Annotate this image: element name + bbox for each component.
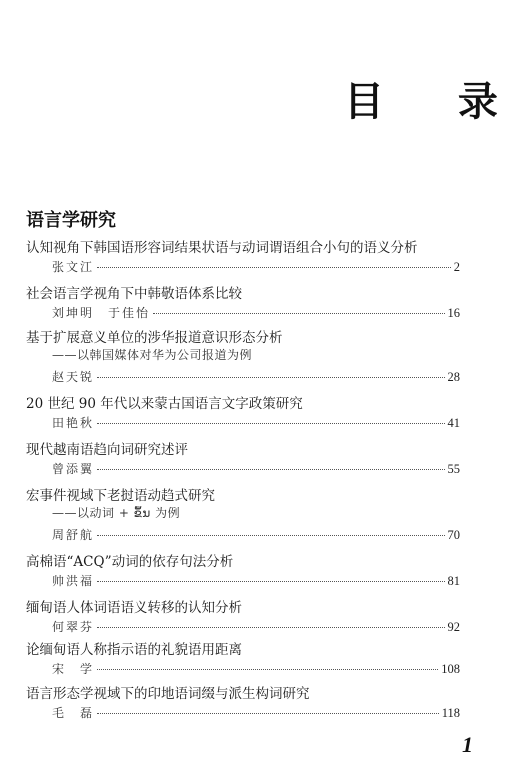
leader-dots: [97, 669, 438, 670]
toc-entry-page[interactable]: 28: [447, 370, 460, 384]
toc-entry-author: 毛 磊: [52, 706, 95, 720]
toc-entry-page[interactable]: 16: [447, 306, 460, 320]
toc-entry-author-row: [52, 572, 460, 588]
toc-entry-page[interactable]: 81: [447, 574, 460, 588]
toc-entry-page[interactable]: 41: [447, 416, 460, 430]
toc-entry-author: 赵天锐: [52, 370, 95, 384]
toc-entry-page[interactable]: 118: [441, 706, 460, 720]
toc-entry-page[interactable]: 55: [447, 462, 460, 476]
page-number: 1: [462, 732, 473, 757]
toc-entry-title[interactable]: 认知视角下韩国语形容词结果状语与动词谓语组合小句的语义分析: [26, 240, 418, 256]
section-heading: 语言学研究: [26, 210, 116, 231]
leader-dots: [97, 469, 444, 470]
toc-entry-author-row: [52, 368, 460, 384]
toc-entry-author: 宋 学: [52, 662, 95, 676]
leader-dots: [97, 581, 444, 582]
toc-entry-page[interactable]: 2: [453, 260, 460, 274]
toc-entry-title[interactable]: 社会语言学视角下中韩敬语体系比较: [26, 286, 242, 302]
leader-dots: [97, 535, 444, 536]
toc-entry-author: 曾添翼: [52, 462, 95, 476]
leader-dots: [97, 377, 444, 378]
toc-entry-author-row: [52, 704, 460, 720]
toc-entry-author-row: [52, 526, 460, 542]
toc-entry-page[interactable]: 92: [447, 620, 460, 634]
toc-entry-title[interactable]: 现代越南语趋向词研究述评: [26, 442, 188, 458]
toc-entry-author-row: [52, 414, 460, 430]
toc-entry-title[interactable]: 论缅甸语人称指示语的礼貌语用距离: [26, 642, 242, 658]
leader-dots: [97, 423, 444, 424]
toc-entry-subtitle: ——以韩国媒体对华为公司报道为例: [52, 348, 253, 362]
leader-dots: [97, 627, 444, 628]
toc-entry-author-row: [52, 258, 460, 274]
toc-entry-title[interactable]: 缅甸语人体词语语义转移的认知分析: [26, 600, 242, 616]
toc-entry-title[interactable]: 基于扩展意义单位的涉华报道意识形态分析: [26, 330, 283, 346]
toc-entry-author: 周舒航: [52, 528, 95, 542]
toc-entry-author: 刘坤明 于佳怡: [52, 306, 151, 320]
leader-dots: [97, 267, 451, 268]
toc-entry-title[interactable]: 语言形态学视域下的印地语词缀与派生构词研究: [26, 686, 310, 702]
leader-dots: [97, 713, 439, 714]
page-title: 目 录: [344, 79, 528, 125]
toc-entry-title[interactable]: 宏事件视域下老挝语动趋式研究: [26, 488, 215, 504]
toc-entry-title[interactable]: 20 世纪 90 年代以来蒙古国语言文字政策研究: [26, 396, 303, 412]
toc-entry-subtitle: ——以动词 + ຂຶ້ນ 为例: [52, 506, 181, 520]
toc-entry-author: 田艳秋: [52, 416, 95, 430]
toc-entry-page[interactable]: 70: [447, 528, 460, 542]
leader-dots: [153, 313, 444, 314]
toc-entry-author: 张文江: [52, 260, 95, 274]
toc-entry-title[interactable]: 高棉语“ACQ”动词的依存句法分析: [26, 554, 234, 570]
toc-entry-author: 帅洪福: [52, 574, 95, 588]
toc-entry-author-row: [52, 660, 460, 676]
toc-entry-page[interactable]: 108: [441, 662, 460, 676]
toc-entry-author-row: [52, 304, 460, 320]
toc-entry-author-row: [52, 460, 460, 476]
toc-entry-author-row: [52, 618, 460, 634]
toc-entry-author: 何翠芬: [52, 620, 95, 634]
